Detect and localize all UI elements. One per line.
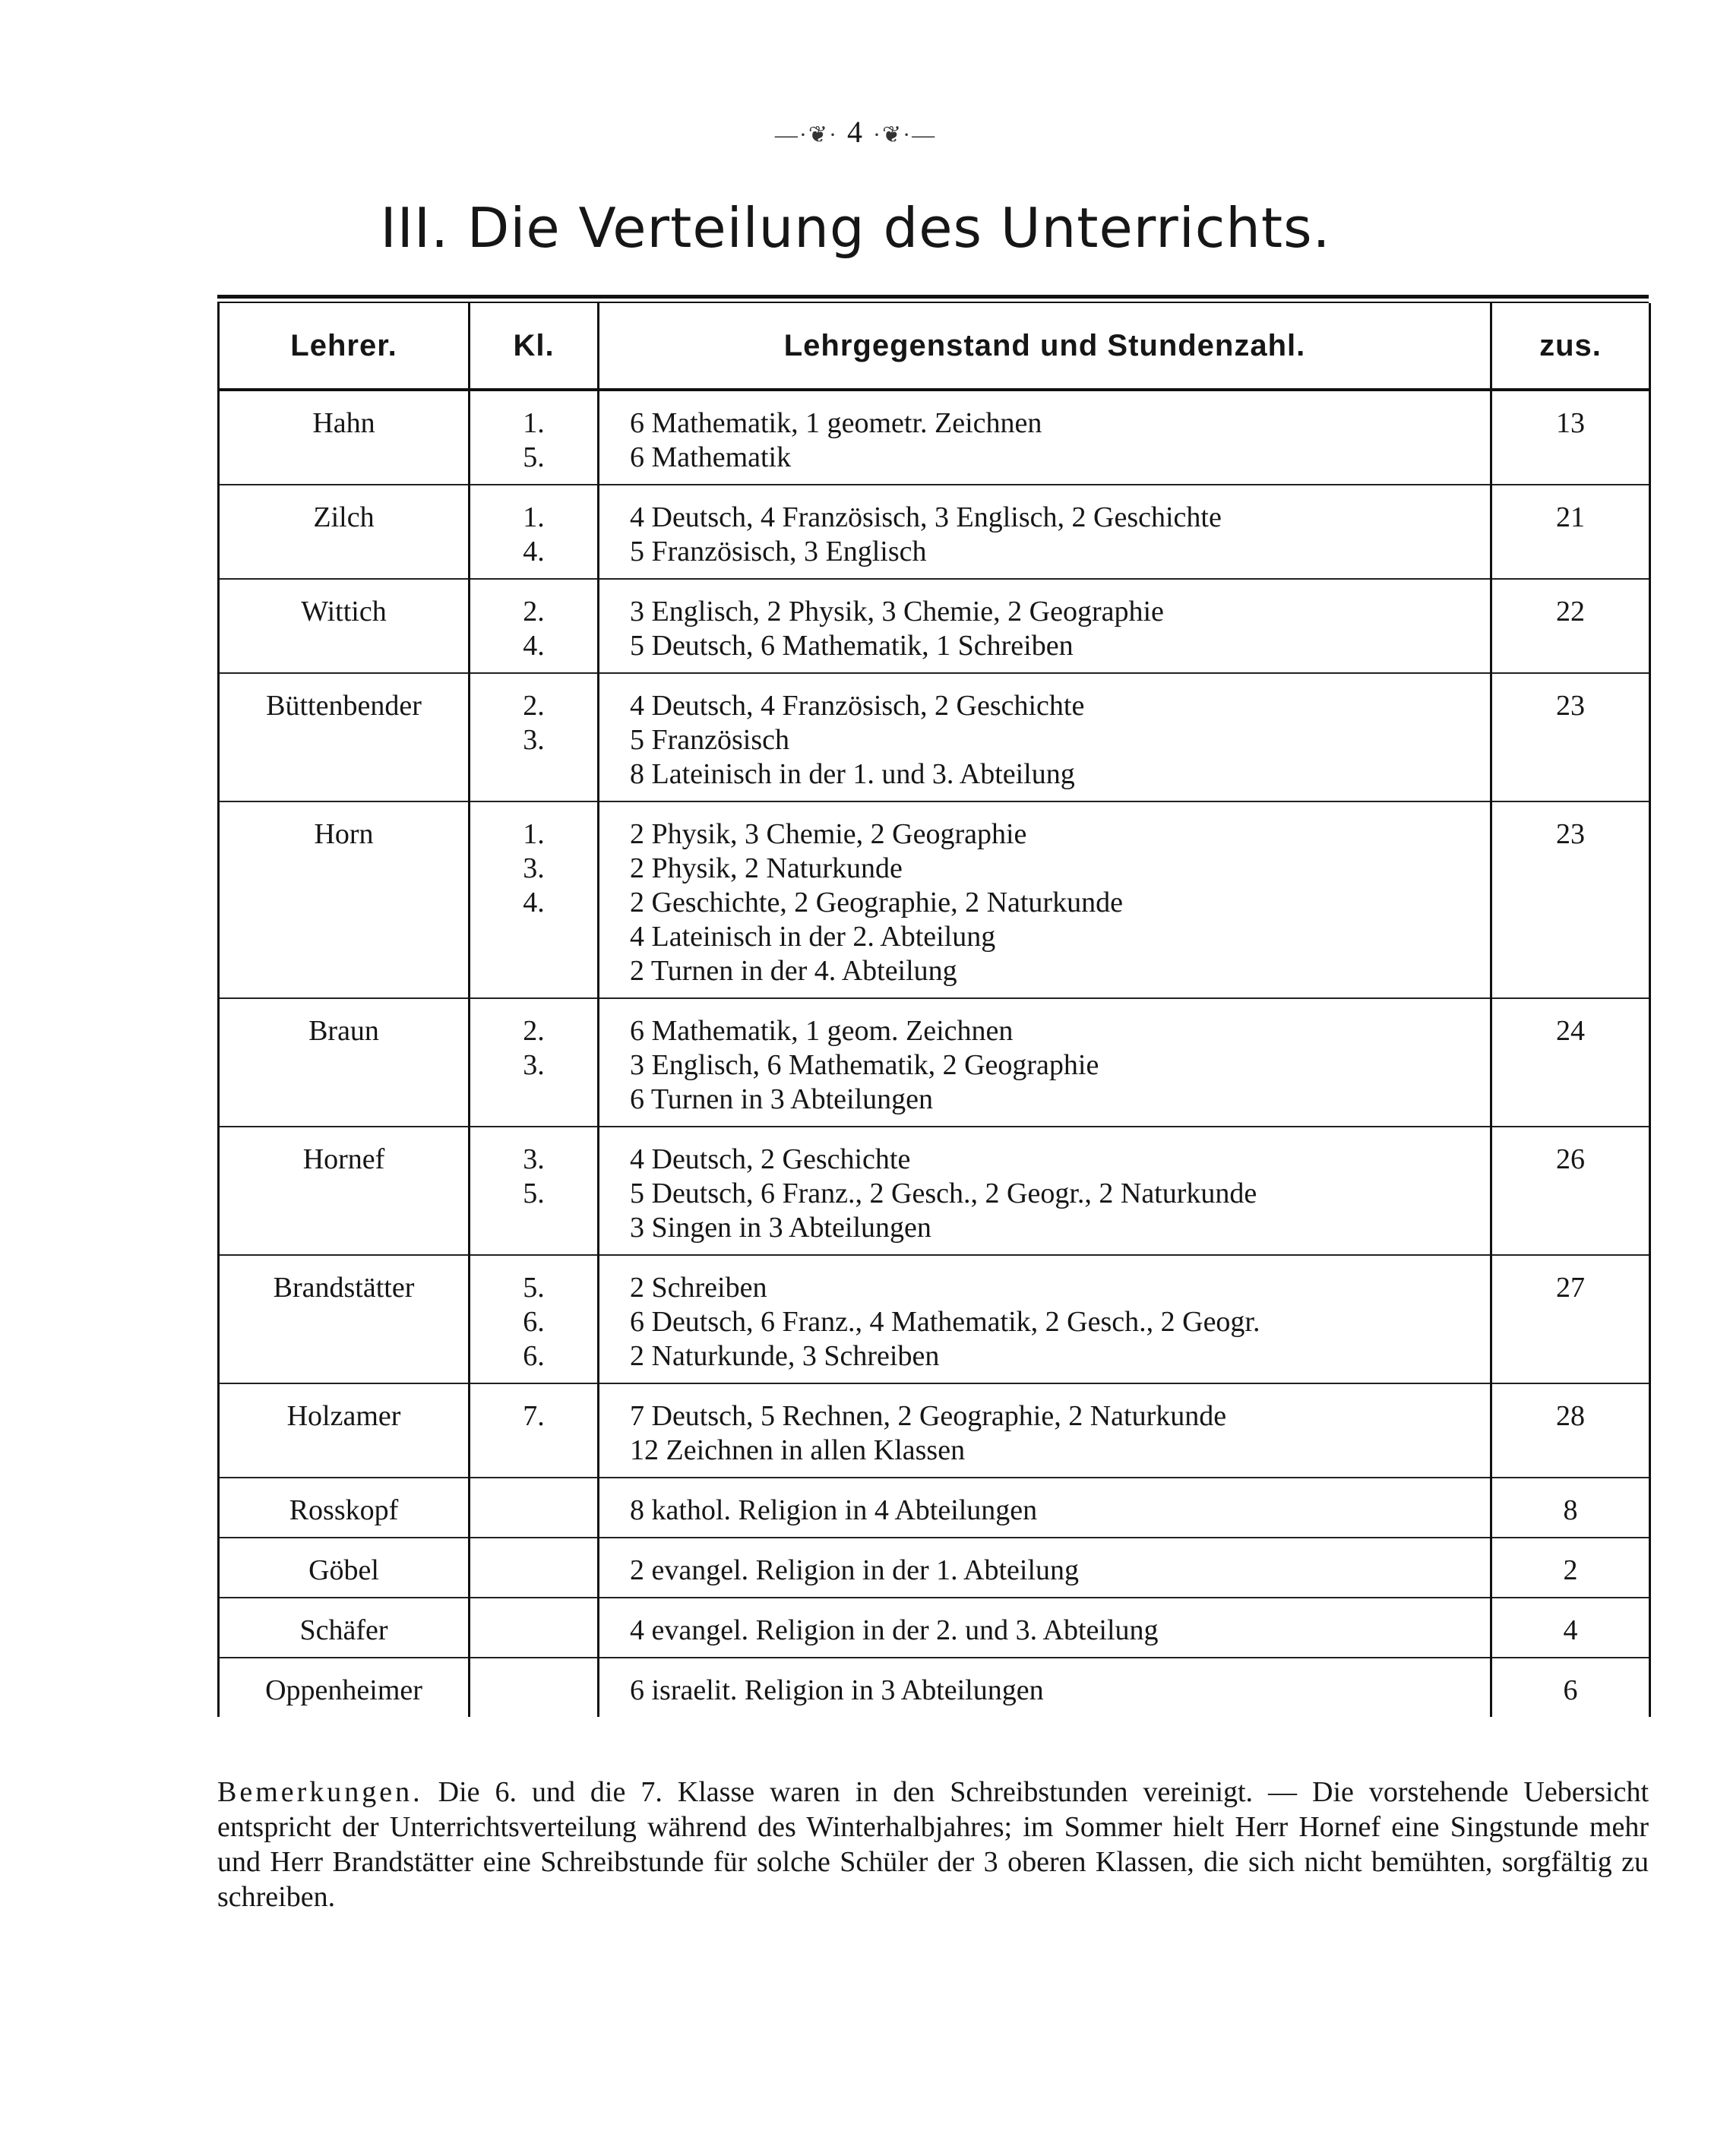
class-cell (470, 998, 599, 1127)
header-lehrgegenstand: Lehrgegenstand und Stundenzahl. (599, 303, 1491, 390)
class-cell (470, 1538, 599, 1598)
teacher-name: Braun (219, 998, 470, 1127)
subject-line: 6 Deutsch, 6 Franz., 4 Mathematik, 2 Gesch., 2 Geogr. (630, 1306, 1260, 1338)
total-hours: 27 (1491, 1255, 1650, 1383)
total-hours: 22 (1491, 579, 1650, 673)
table-row (219, 998, 1650, 1127)
table-row (219, 485, 1650, 579)
class-cell (470, 579, 599, 673)
subject-cell (599, 998, 1491, 1127)
class-cell (470, 485, 599, 579)
subject-line: 5 Deutsch, 6 Franz., 2 Gesch., 2 Geogr., 2 Naturkunde (630, 1178, 1257, 1209)
subject-line: 2 Geschichte, 2 Geographie, 2 Naturkunde (630, 887, 1123, 918)
subject-cell (599, 1598, 1491, 1658)
teacher-name: Wittich (219, 579, 470, 673)
header-klasse: Kl. (470, 303, 599, 390)
teacher-name: Hornef (219, 1127, 470, 1255)
class-cell (470, 801, 599, 998)
total-hours: 21 (1491, 485, 1650, 579)
teacher-name: Rosskopf (219, 1478, 470, 1538)
class-value: 2. (523, 1015, 545, 1047)
teacher-name: Oppenheimer (219, 1658, 470, 1717)
teacher-name: Göbel (219, 1538, 470, 1598)
subject-line: 4 Deutsch, 4 Französisch, 3 Englisch, 2 Geschichte (630, 501, 1222, 533)
table-row (219, 801, 1650, 998)
class-value: 5. (523, 1178, 545, 1209)
class-value: 1. (523, 407, 545, 439)
subject-cell (599, 485, 1491, 579)
remarks-text: Die 6. und die 7. Klasse waren in den Schreibstunden vereinigt. — Die vorstehende Uebersicht entspricht der Unterrichtsverteilung während des Winterhalbjahres; im Sommer hielt Herr Hornef eine Singstunde mehr und Herr Brandstätter eine Schreibstunde für solche Schüler der 3 oberen Klassen, die sich nicht bemühten, sorgfältig zu schreiben. (217, 1776, 1649, 1913)
remarks (217, 1775, 1649, 1914)
total-hours: 23 (1491, 673, 1650, 801)
subject-line: 8 Lateinisch in der 1. und 3. Abteilung (630, 758, 1075, 790)
subject-cell (599, 673, 1491, 801)
class-value: 1. (523, 501, 545, 533)
subject-line: 6 Mathematik, 1 geom. Zeichnen (630, 1015, 1014, 1047)
ornament-right-icon: ·❦·— (873, 122, 937, 147)
subject-cell (599, 390, 1491, 485)
class-cell (470, 1478, 599, 1538)
subject-line: 2 Physik, 2 Naturkunde (630, 852, 903, 884)
table-row (219, 1383, 1650, 1478)
class-value: 4. (523, 630, 545, 662)
subject-cell (599, 579, 1491, 673)
page-title: III. Die Verteilung des Unterrichts. (380, 196, 1331, 260)
class-cell (470, 390, 599, 485)
class-value: 6. (523, 1340, 545, 1372)
table-row (219, 1598, 1650, 1658)
subject-cell (599, 1658, 1491, 1717)
class-cell (470, 1598, 599, 1658)
remarks-lead: Bemerkungen. (217, 1776, 423, 1808)
teacher-name: Schäfer (219, 1598, 470, 1658)
subject-line: 4 evangel. Religion in der 2. und 3. Abteilung (630, 1614, 1159, 1646)
total-hours: 8 (1491, 1478, 1650, 1538)
top-rule (217, 295, 1649, 299)
class-value: 4. (523, 887, 545, 918)
total-hours: 28 (1491, 1383, 1650, 1478)
subject-line: 12 Zeichnen in allen Klassen (630, 1434, 966, 1466)
subject-cell (599, 1478, 1491, 1538)
subject-line: 3 Englisch, 2 Physik, 3 Chemie, 2 Geographie (630, 596, 1164, 628)
total-hours: 13 (1491, 390, 1650, 485)
subject-line: 5 Französisch (630, 724, 790, 756)
table-row (219, 390, 1650, 485)
subject-line: 5 Deutsch, 6 Mathematik, 1 Schreiben (630, 630, 1074, 662)
class-value: 2. (523, 690, 545, 722)
table-row (219, 1478, 1650, 1538)
class-value: 2. (523, 596, 545, 628)
subject-line: 7 Deutsch, 5 Rechnen, 2 Geographie, 2 Naturkunde (630, 1400, 1227, 1432)
teacher-name: Zilch (219, 485, 470, 579)
teacher-name: Büttenbender (219, 673, 470, 801)
class-value: 3. (523, 1143, 545, 1175)
subject-cell (599, 1255, 1491, 1383)
subject-line: 8 kathol. Religion in 4 Abteilungen (630, 1494, 1038, 1526)
class-value: 1. (523, 818, 545, 850)
class-value: 7. (523, 1400, 545, 1432)
page-number (0, 114, 1711, 150)
subject-cell (599, 1538, 1491, 1598)
header-zusammen: zus. (1491, 303, 1650, 390)
subject-line: 4 Deutsch, 4 Französisch, 2 Geschichte (630, 690, 1085, 722)
class-value: 3. (523, 724, 545, 756)
subject-line: 3 Englisch, 6 Mathematik, 2 Geographie (630, 1049, 1099, 1081)
total-hours: 23 (1491, 801, 1650, 998)
class-cell (470, 1127, 599, 1255)
subject-line: 6 Mathematik (630, 441, 792, 473)
class-value: 5. (523, 1272, 545, 1304)
table-header-row (219, 303, 1650, 390)
subject-line: 2 Schreiben (630, 1272, 767, 1304)
subject-line: 2 Turnen in der 4. Abteilung (630, 955, 957, 987)
class-cell (470, 1255, 599, 1383)
total-hours: 6 (1491, 1658, 1650, 1717)
table-body (219, 390, 1650, 1717)
class-value: 5. (523, 441, 545, 473)
teacher-name: Brandstätter (219, 1255, 470, 1383)
subject-cell (599, 801, 1491, 998)
subject-line: 2 Naturkunde, 3 Schreiben (630, 1340, 940, 1372)
class-value: 3. (523, 852, 545, 884)
teacher-name: Holzamer (219, 1383, 470, 1478)
class-cell (470, 1658, 599, 1717)
subject-line: 4 Lateinisch in der 2. Abteilung (630, 921, 996, 953)
table-row (219, 579, 1650, 673)
table-row (219, 673, 1650, 801)
table-row (219, 1255, 1650, 1383)
subject-line: 2 evangel. Religion in der 1. Abteilung (630, 1554, 1080, 1586)
table-row (219, 1658, 1650, 1717)
subject-cell (599, 1127, 1491, 1255)
total-hours: 2 (1491, 1538, 1650, 1598)
subject-line: 6 Mathematik, 1 geometr. Zeichnen (630, 407, 1042, 439)
subject-line: 5 Französisch, 3 Englisch (630, 536, 927, 567)
total-hours: 26 (1491, 1127, 1650, 1255)
subject-line: 4 Deutsch, 2 Geschichte (630, 1143, 911, 1175)
distribution-table-wrap (217, 295, 1649, 1717)
class-value: 3. (523, 1049, 545, 1081)
table-row (219, 1538, 1650, 1598)
subject-line: 3 Singen in 3 Abteilungen (630, 1212, 931, 1244)
class-cell (470, 1383, 599, 1478)
page-number-value: 4 (847, 115, 864, 149)
teacher-name: Horn (219, 801, 470, 998)
ornament-left-icon: —·❦· (774, 122, 838, 147)
class-value: 6. (523, 1306, 545, 1338)
distribution-table (217, 303, 1651, 1717)
subject-line: 2 Physik, 3 Chemie, 2 Geographie (630, 818, 1027, 850)
subject-cell (599, 1383, 1491, 1478)
table-row (219, 1127, 1650, 1255)
subject-line: 6 israelit. Religion in 3 Abteilungen (630, 1674, 1044, 1706)
total-hours: 24 (1491, 998, 1650, 1127)
header-lehrer: Lehrer. (219, 303, 470, 390)
class-value: 4. (523, 536, 545, 567)
class-cell (470, 673, 599, 801)
subject-line: 6 Turnen in 3 Abteilungen (630, 1083, 934, 1115)
teacher-name: Hahn (312, 407, 375, 439)
total-hours: 4 (1491, 1598, 1650, 1658)
